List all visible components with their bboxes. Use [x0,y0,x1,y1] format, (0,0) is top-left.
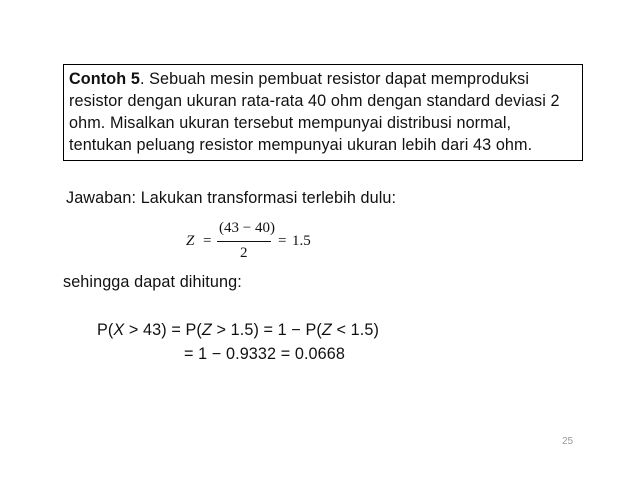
var-x: X [113,321,125,339]
fraction-bar [217,241,271,242]
var-z: Z [321,321,332,339]
formula-equals-2: = [278,233,287,249]
probability-line-2: = 1 − 0.9332 = 0.0668 [184,345,345,363]
problem-title: Contoh 5 [69,70,140,88]
formula-lhs: Z [186,233,195,249]
problem-text: . Sebuah mesin pembuat resistor dapat memproduksi resistor dengan ukuran rata-rata 40 ohm dengan standard deviasi 2 ohm. Misalkan ukuran tersebut mempunyai distribusi normal, tentukan peluang resistor mempunyai ukuran lebih dari 43 ohm. [69,70,560,154]
computed-intro: sehingga dapat dihitung: [63,273,242,291]
formula-result: 1.5 [292,233,311,249]
prob-text: > 43) = P( [124,321,202,339]
prob-text: > 1.5) = 1 − P( [211,321,322,339]
page-number: 25 [562,436,574,447]
probability-line-1 [97,319,379,341]
prob-text: P( [97,321,114,339]
formula-equals-1: = [203,233,212,249]
problem-box [63,64,583,161]
var-z: Z [201,321,212,339]
formula-denominator: 2 [240,245,248,261]
answer-intro: Jawaban: Lakukan transformasi terlebih dulu: [66,189,397,207]
formula-numerator: (43 − 40) [219,220,275,236]
prob-text: < 1.5) [331,321,379,339]
